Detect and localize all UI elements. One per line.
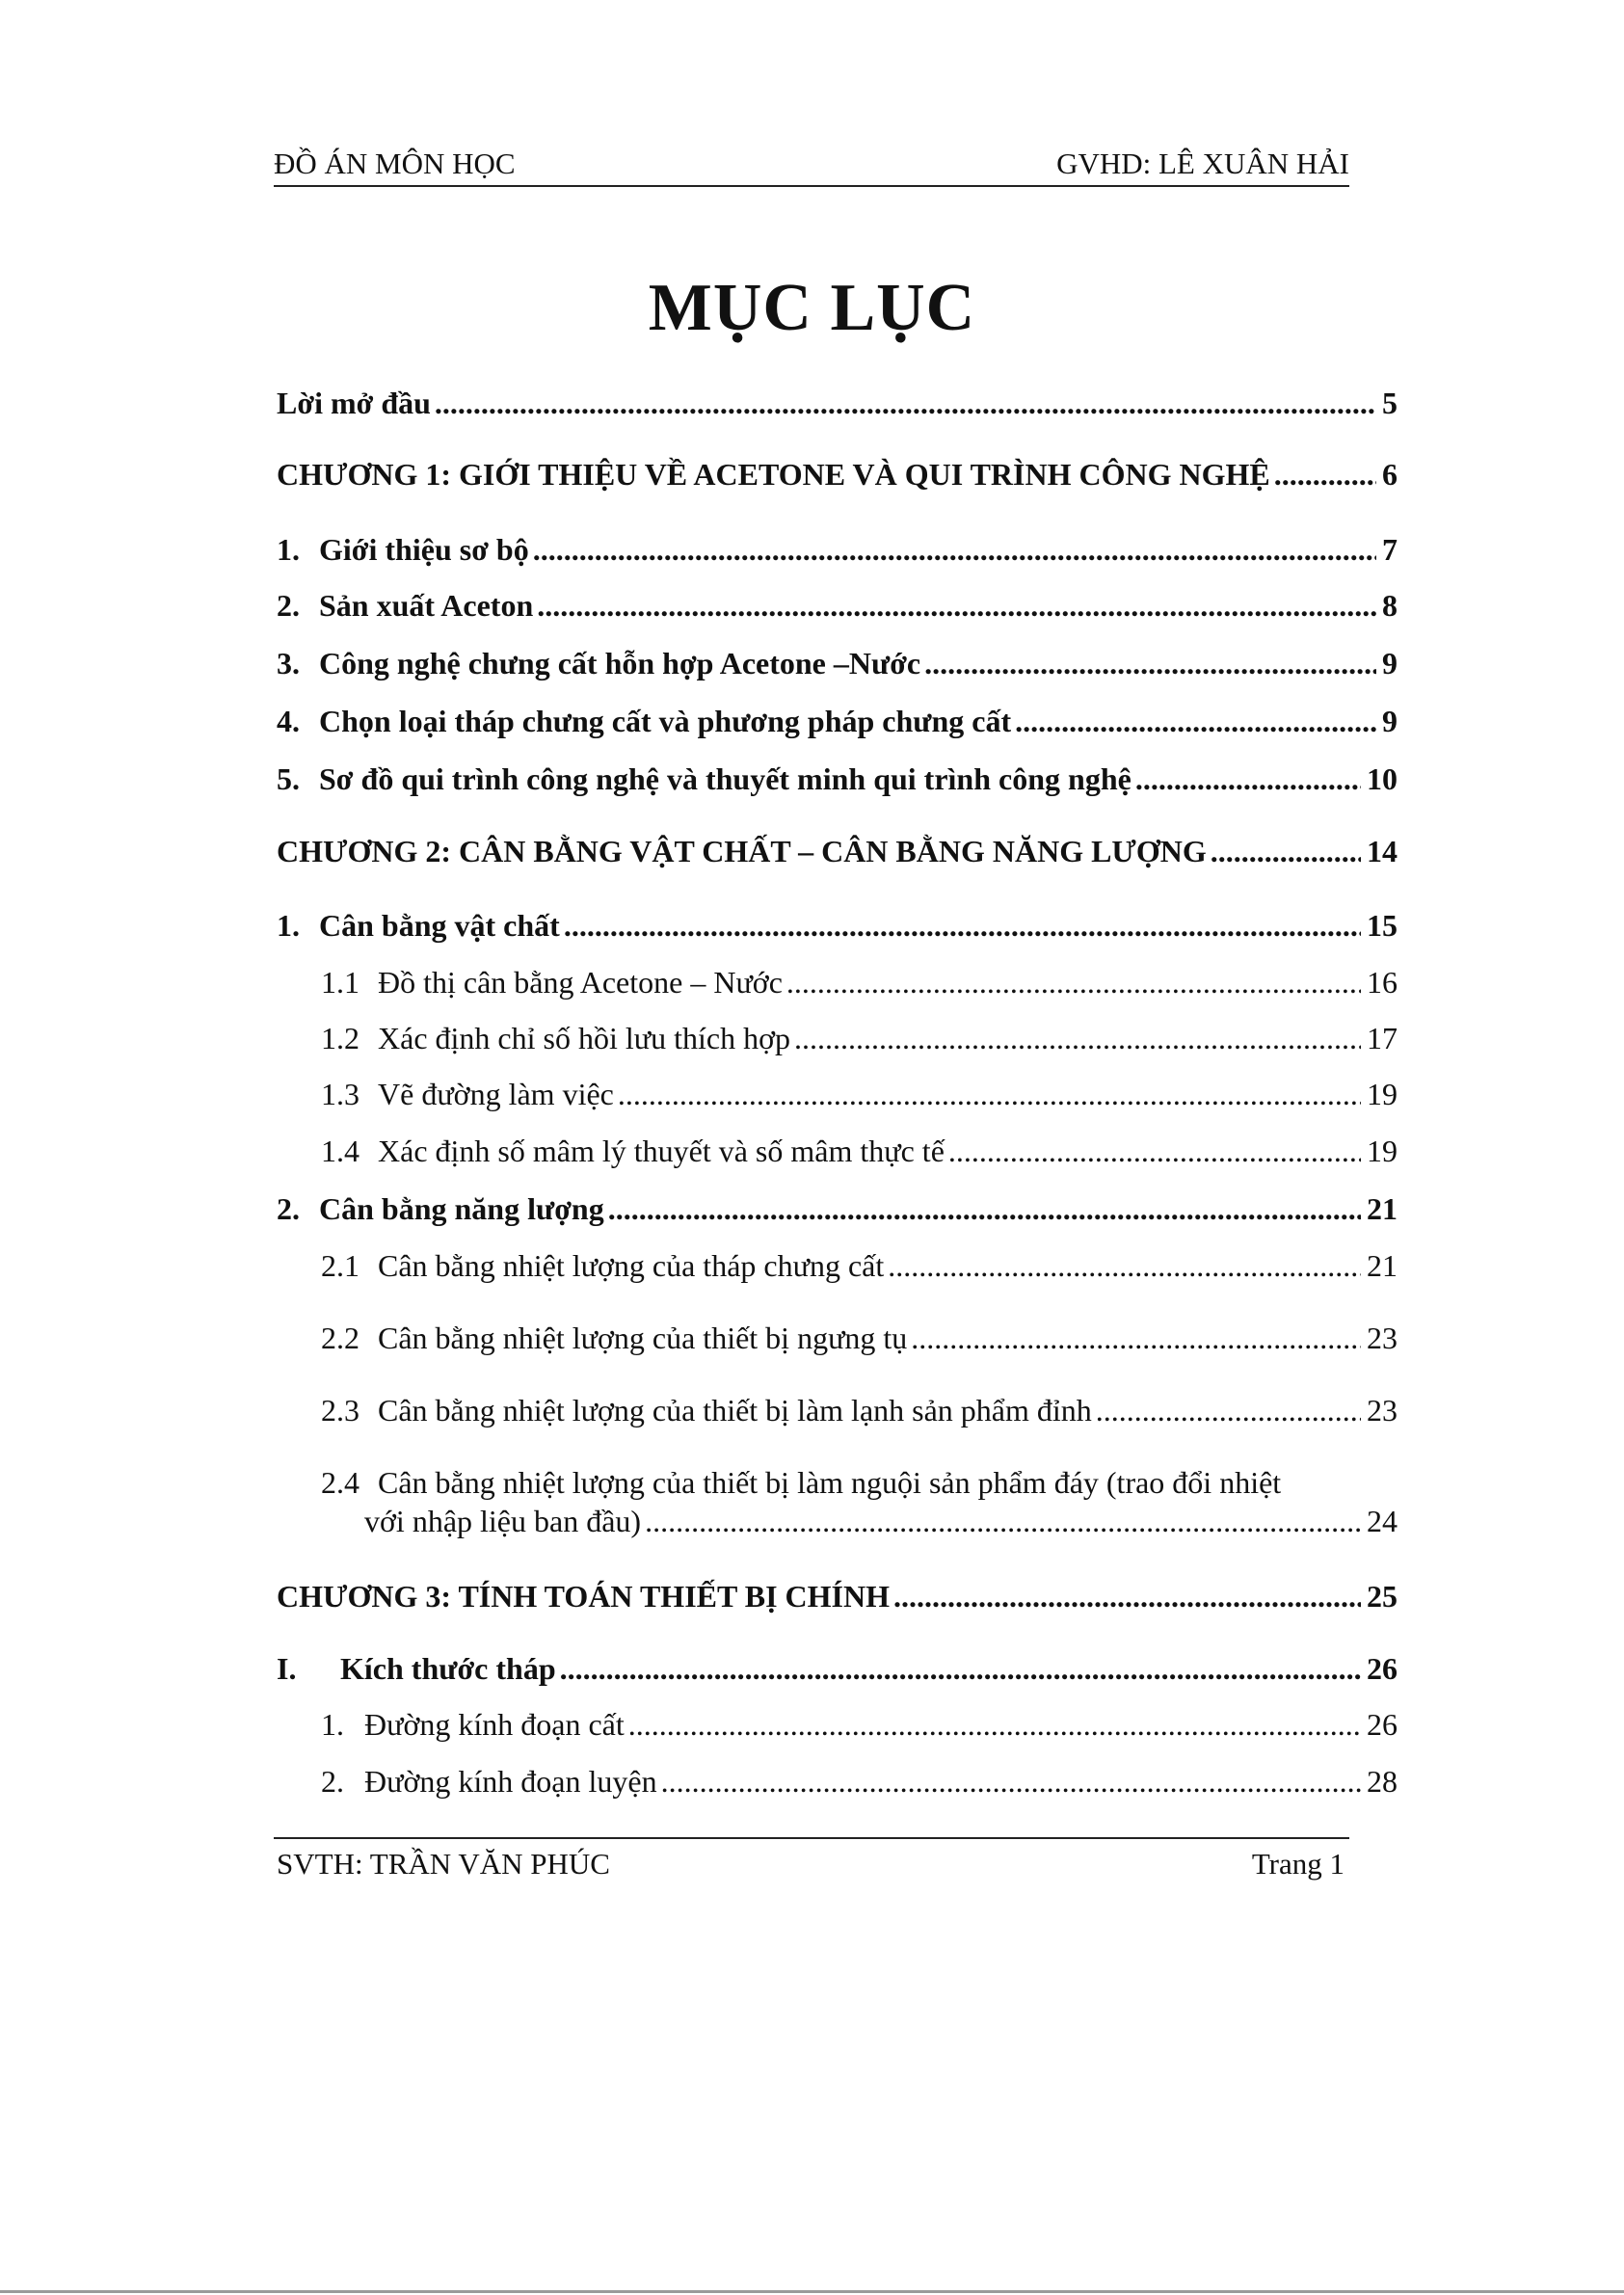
toc-entry-number: 3.: [277, 646, 300, 680]
toc-leader-dots: [888, 1246, 1361, 1285]
toc-entry-page: 19: [1367, 1077, 1398, 1111]
toc-entry-page: 24: [1367, 1504, 1398, 1538]
toc-leader-dots: [533, 530, 1376, 569]
toc-entry[interactable]: [321, 1391, 1398, 1429]
page-footer: [277, 1847, 1344, 1881]
toc-entry-text: CHƯƠNG 1: GIỚI THIỆU VỀ ACETONE VÀ QUI TRÌNH CÔNG NGHỆ: [277, 457, 1270, 492]
toc-entry-page: 14: [1367, 834, 1398, 868]
toc-entry-page: 26: [1367, 1707, 1398, 1742]
page-bottom-edge: [0, 2290, 1624, 2293]
toc-leader-dots: [1015, 702, 1376, 740]
toc-entry[interactable]: [277, 644, 1398, 682]
toc-leader-dots: [645, 1502, 1361, 1540]
toc-entry-page: 5: [1382, 386, 1398, 420]
toc-entry[interactable]: [321, 1019, 1398, 1057]
toc-entry-page: 8: [1382, 588, 1398, 623]
toc-entry-number: 4.: [277, 704, 300, 738]
header-course: ĐỒ ÁN MÔN HỌC: [274, 147, 516, 180]
toc-leader-dots: [628, 1705, 1361, 1744]
toc-entry[interactable]: [321, 1762, 1398, 1801]
toc-entry-text: CHƯƠNG 2: CÂN BẰNG VẬT CHẤT – CÂN BẰNG NĂNG LƯỢNG: [277, 834, 1207, 868]
toc-entry[interactable]: [277, 832, 1398, 870]
toc-entry-text: CHƯƠNG 3: TÍNH TOÁN THIẾT BỊ CHÍNH: [277, 1579, 890, 1614]
toc-entry[interactable]: [321, 1246, 1398, 1285]
toc-entry[interactable]: [277, 586, 1398, 625]
toc-entry-text: Xác định chỉ số hồi lưu thích hợp: [378, 1021, 790, 1055]
toc-entry-text: Sơ đồ qui trình công nghệ và thuyết minh qui trình công nghệ: [319, 761, 1131, 796]
toc-entry-text: Kích thước tháp: [340, 1651, 556, 1686]
toc-entry-page: 26: [1367, 1651, 1398, 1686]
header-advisor: GVHD: LÊ XUÂN HẢI: [1056, 147, 1349, 180]
toc-entry-page: 28: [1367, 1764, 1398, 1799]
toc-leader-dots: [618, 1075, 1361, 1113]
toc-entry-page: 16: [1367, 965, 1398, 1000]
toc-entry-text: Chọn loại tháp chưng cất và phương pháp chưng cất: [319, 704, 1012, 738]
toc-entry-number: 5.: [277, 761, 300, 796]
toc-entry-text: Vẽ đường làm việc: [378, 1077, 614, 1111]
toc-leader-dots: [794, 1019, 1361, 1057]
toc-entry[interactable]: [321, 1319, 1398, 1357]
toc-entry[interactable]: [277, 530, 1398, 569]
toc-entry-number: 2.: [277, 1191, 300, 1226]
toc-entry-page: 6: [1382, 457, 1398, 492]
toc-entry-page: 21: [1367, 1248, 1398, 1283]
toc-entry-page: 10: [1367, 761, 1398, 796]
toc-entry-page: 23: [1367, 1321, 1398, 1355]
toc-entry-text: Đường kính đoạn luyện: [364, 1764, 657, 1799]
toc-entry-text: Giới thiệu sơ bộ: [319, 532, 529, 567]
toc-entry[interactable]: [277, 906, 1398, 945]
toc-entry[interactable]: [277, 760, 1398, 798]
toc-entry[interactable]: [277, 455, 1398, 494]
toc-entry-number: 1.: [277, 908, 300, 943]
toc-entry-text: Đồ thị cân bằng Acetone – Nước: [378, 965, 783, 1000]
toc-entry-page: 21: [1367, 1191, 1398, 1226]
toc-entry[interactable]: [277, 702, 1398, 740]
toc-entry-text: Lời mở đầu: [277, 386, 431, 420]
toc-entry[interactable]: [364, 1502, 1398, 1540]
toc-entry-number: I.: [277, 1651, 297, 1686]
toc-entry-number: 1.4: [321, 1134, 359, 1168]
toc-entry-page: 25: [1367, 1579, 1398, 1614]
toc-leader-dots: [1135, 760, 1361, 798]
toc-entry-number: 1.2: [321, 1021, 359, 1055]
toc-entry-number: 2.1: [321, 1248, 359, 1283]
toc-leader-dots: [608, 1189, 1361, 1228]
toc-entry-number: 2.3: [321, 1393, 359, 1428]
toc-leader-dots: [948, 1132, 1361, 1170]
toc-leader-dots: [1096, 1391, 1361, 1429]
toc-leader-dots: [1211, 832, 1361, 870]
toc-entry-number: 1.1: [321, 965, 359, 1000]
toc-entry-text: Cân bằng nhiệt lượng của thiết bị làm nguội sản phẩm đáy (trao đổi nhiệt: [378, 1465, 1282, 1500]
toc-entry[interactable]: [321, 1075, 1398, 1113]
toc-entry-number: 2.: [321, 1764, 344, 1799]
toc-entry-text: Cân bằng vật chất: [319, 908, 560, 943]
toc-entry-page: 7: [1382, 532, 1398, 567]
footer-divider: [274, 1837, 1349, 1839]
toc-leader-dots: [564, 906, 1361, 945]
toc-entry-page: 17: [1367, 1021, 1398, 1055]
toc-leader-dots: [786, 963, 1361, 1001]
toc-leader-dots: [537, 586, 1376, 625]
toc-leader-dots: [560, 1649, 1361, 1688]
toc-entry-number: 2.4: [321, 1465, 359, 1500]
page-title: MỤC LỤC: [648, 271, 976, 345]
toc-leader-dots: [893, 1577, 1361, 1615]
toc-entry[interactable]: [277, 1649, 1398, 1688]
toc-entry[interactable]: [277, 1577, 1398, 1615]
toc-leader-dots: [661, 1762, 1361, 1801]
toc-leader-dots: [1274, 455, 1376, 494]
toc-entry-text: Cân bằng nhiệt lượng của tháp chưng cất: [378, 1248, 885, 1283]
page-header: [274, 145, 1349, 187]
toc-entry-number: 2.: [277, 588, 300, 623]
toc-entry-text: Công nghệ chưng cất hỗn hợp Acetone –Nước: [319, 646, 921, 680]
toc-leader-dots: [911, 1319, 1361, 1357]
footer-student: SVTH: TRẦN VĂN PHÚC: [277, 1847, 610, 1881]
toc-entry-page: 19: [1367, 1134, 1398, 1168]
toc-entry-text: Đường kính đoạn cất: [364, 1707, 625, 1742]
toc-entry-number: 2.2: [321, 1321, 359, 1355]
toc-entry-text-continued: với nhập liệu ban đầu): [364, 1504, 642, 1538]
footer-page-number: Trang 1: [1251, 1847, 1344, 1881]
toc-entry-number: 1.3: [321, 1077, 359, 1111]
toc-entry[interactable]: [277, 384, 1398, 422]
toc-entry-text: Cân bằng nhiệt lượng của thiết bị làm lạnh sản phẩm đỉnh: [378, 1393, 1092, 1428]
toc-entry[interactable]: [277, 1189, 1398, 1228]
toc-entry-text: Sản xuất Aceton: [319, 588, 534, 623]
toc-entry-page: 23: [1367, 1393, 1398, 1428]
toc-leader-dots: [924, 644, 1376, 682]
toc-entry-number: 1.: [321, 1707, 344, 1742]
toc-entry-page: 15: [1367, 908, 1398, 943]
toc-entry[interactable]: [321, 963, 1398, 1001]
toc-leader-dots: [435, 384, 1376, 422]
toc-entry[interactable]: [321, 1705, 1398, 1744]
toc-entry-page: 9: [1382, 646, 1398, 680]
toc-entry-text: Cân bằng năng lượng: [319, 1191, 604, 1226]
toc-entry[interactable]: [321, 1132, 1398, 1170]
toc-entry-page: 9: [1382, 704, 1398, 738]
toc-entry-text: Xác định số mâm lý thuyết và số mâm thực tế: [378, 1134, 945, 1168]
toc-entry-wrapped-first-line[interactable]: [321, 1463, 1281, 1502]
toc-entry-number: 1.: [277, 532, 300, 567]
toc-entry-text: Cân bằng nhiệt lượng của thiết bị ngưng tụ: [378, 1321, 908, 1355]
